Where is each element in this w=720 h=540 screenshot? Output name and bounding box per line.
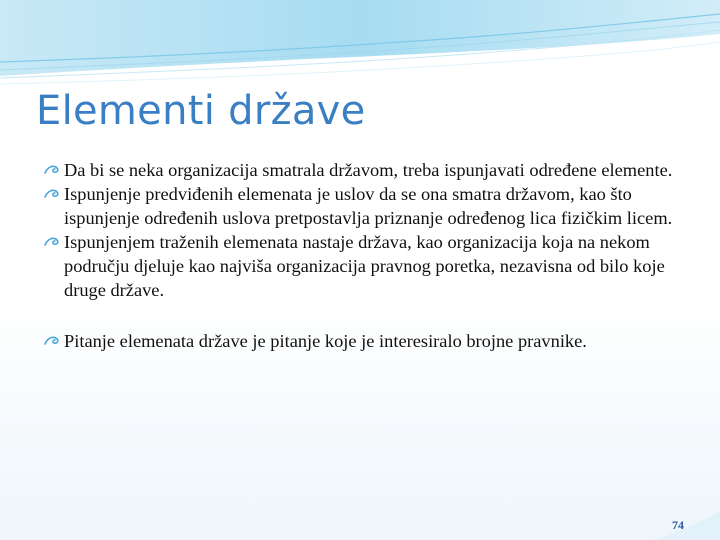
bullet-item: [44, 329, 694, 353]
bullet-text: Ispunjenjem traženih elemenata nastaje država, kao organizacija koja na nekom području djeluje kao najviša organizacija pravnog poretka, nezavisna od bilo koje druge države.: [64, 232, 665, 300]
decorative-top-band: [0, 0, 720, 90]
bullet-text: Ispunjenje predviđenih elemenata je uslov da se ona smatra državom, kao što ispunjenje određenih uslova pretpostavlja priznanje određenog lica fizičkim licem.: [64, 184, 673, 228]
swirl-bullet-icon: [44, 163, 61, 177]
bullet-text: Pitanje elemenata države je pitanje koje je interesiralo brojne pravnike.: [64, 331, 587, 351]
swirl-bullet-icon: [44, 235, 61, 249]
bullet-item: [44, 158, 694, 182]
bullet-text: Da bi se neka organizacija smatrala državom, treba ispunjavati određene elemente.: [64, 160, 673, 180]
slide-title: Elementi države: [36, 88, 366, 134]
page-number: 74: [672, 518, 684, 532]
bullet-item: [44, 230, 694, 302]
decorative-corner: [654, 505, 720, 540]
swirl-bullet-icon: [44, 187, 61, 201]
bullet-item: [44, 182, 694, 230]
swirl-bullet-icon: [44, 334, 61, 348]
bullet-list: [44, 158, 694, 353]
